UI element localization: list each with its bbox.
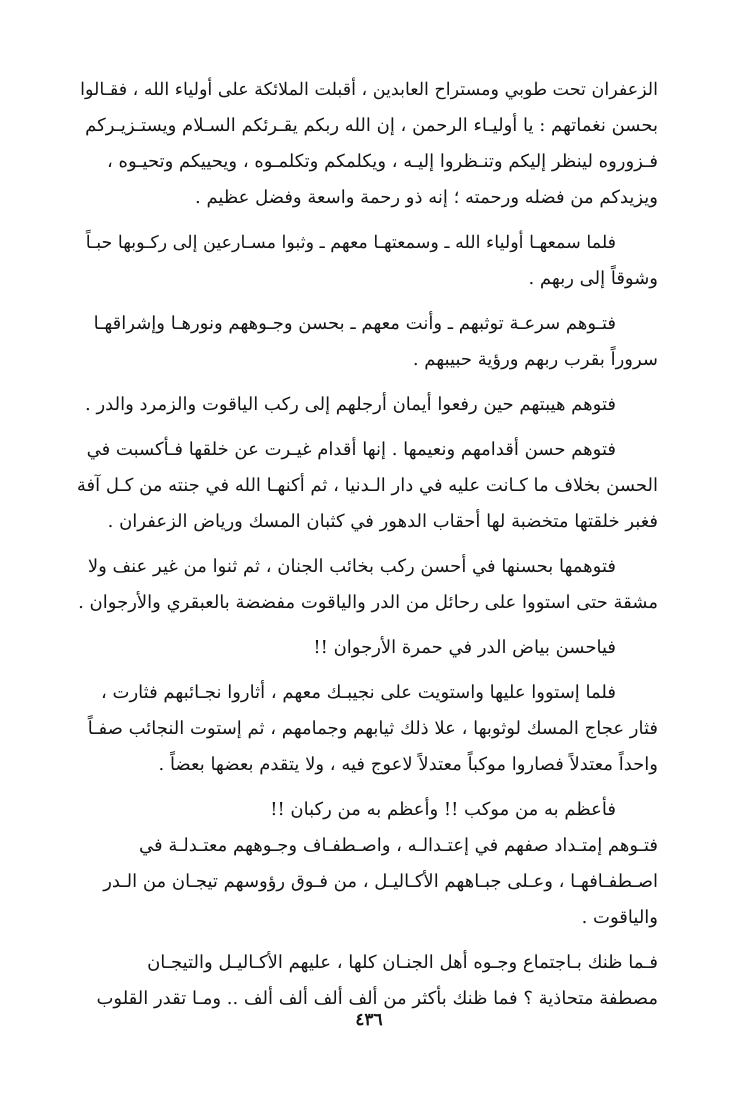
text-line: فتوهم حسن أقدامهم ونعيمها . إنها أقدام غيـرت عن خلقها فـأكسبت في bbox=[86, 439, 616, 460]
text-line: فلما إستووا عليها واستويت على نجيبـك معهم ، أثاروا نجـائبهم فثارت ، bbox=[100, 682, 616, 703]
text-line: فتـوهم سرعـة توثبهم ـ وأنت معهم ـ بحسن وجـوههم ونورهـا وإشراقهـا bbox=[93, 313, 616, 334]
text-line: فـما ظنك بـاجتماع وجـوه أهل الجنـان كلها ، عليهم الأكـاليـل والتيجـان bbox=[147, 952, 658, 973]
paragraph bbox=[75, 675, 658, 783]
text-line: والياقوت . bbox=[581, 907, 658, 928]
text-line: وشوقاً إلى ربهم . bbox=[528, 268, 658, 289]
text-line: الحسن بخلاف ما كـانت عليه في دار الـدنيا ، ثم أكنهـا الله في جنته من كـل آفة bbox=[76, 475, 658, 496]
text-line: سروراً بقرب ربهم ورؤية حبيبهم . bbox=[412, 349, 658, 370]
text-line: فتوهم هيبتهم حين رفعوا أيمان أرجلهم إلى ركب الياقوت والزمرد والدر . bbox=[85, 394, 616, 415]
text-line: بحسن نغماتهم : يا أوليـاء الرحمن ، إن الله ربكم يقـرئكم السـلام ويستـزيـركم bbox=[85, 115, 658, 136]
paragraph bbox=[75, 306, 658, 378]
paragraph bbox=[75, 72, 658, 216]
text-line: اصـطفـافهـا ، وعـلى جبـاههم الأكـاليـل ، من فـوق رؤوسهم تيجـان من الـدر bbox=[103, 871, 658, 892]
text-line: الزعفران تحت طوبي ومستراح العابدين ، أقبلت الملائكة على أولياء الله ، فقـالوا bbox=[80, 80, 658, 100]
paragraph bbox=[75, 792, 658, 936]
page-number: ٤٣٦ bbox=[355, 1010, 383, 1030]
text-body bbox=[75, 72, 658, 1017]
text-line: فغبر خلقتها متخضبة لها أحقاب الدهور في كثبان المسك ورياض الزعفران . bbox=[107, 511, 658, 532]
paragraph bbox=[75, 387, 658, 423]
text-line: مشقة حتى استووا على رحائل من الدر والياقوت مفضضة بالعبقري والأرجوان . bbox=[78, 592, 658, 613]
paragraph bbox=[75, 432, 658, 540]
text-line: فلما سمعهـا أولياء الله ـ وسمعتهـا معهم ـ وثبوا مسـارعين إلى ركـوبها حبـاً bbox=[85, 233, 616, 253]
paragraph bbox=[75, 630, 658, 666]
text-line: مصطفة متحاذية ؟ فما ظنك بأكثر من ألف ألف ألف ألف .. ومـا تقدر القلوب bbox=[96, 988, 658, 1009]
text-line: ويزيدكم من فضله ورحمته ؛ إنه ذو رحمة واسعة وفضل عظيم . bbox=[195, 187, 658, 208]
text-line: فتـوهم إمتـداد صفهم في إعتـدالـه ، واصـطفـاف وجـوههم معتـدلـة في bbox=[139, 835, 658, 856]
paragraph bbox=[75, 225, 658, 297]
text-line: فـزوروه لينظر إليكم وتنـظروا إليـه ، ويكلمكم وتكلمـوه ، ويحييكم وتحيـوه ، bbox=[106, 151, 658, 172]
text-line: فأعظم به من موكب !! وأعظم به من ركبان !! bbox=[270, 799, 616, 820]
text-line: فتوهمها بحسنها في أحسن ركب بخائب الجنان ، ثم ثنوا من غير عنف ولا bbox=[87, 556, 616, 577]
text-line: واحداً معتدلاً فصاروا موكباً معتدلاً لاعوج فيه ، ولا يتقدم بعضها بعضاً . bbox=[158, 754, 658, 775]
paragraph bbox=[75, 945, 658, 1017]
text-line: فثار عجاج المسك لوثوبها ، علا ذلك ثيابهم وجمامهم ، ثم إستوت النجائب صفـاً bbox=[87, 718, 658, 739]
paragraph bbox=[75, 549, 658, 621]
text-line: فياحسن بياض الدر في حمرة الأرجوان !! bbox=[313, 637, 616, 658]
